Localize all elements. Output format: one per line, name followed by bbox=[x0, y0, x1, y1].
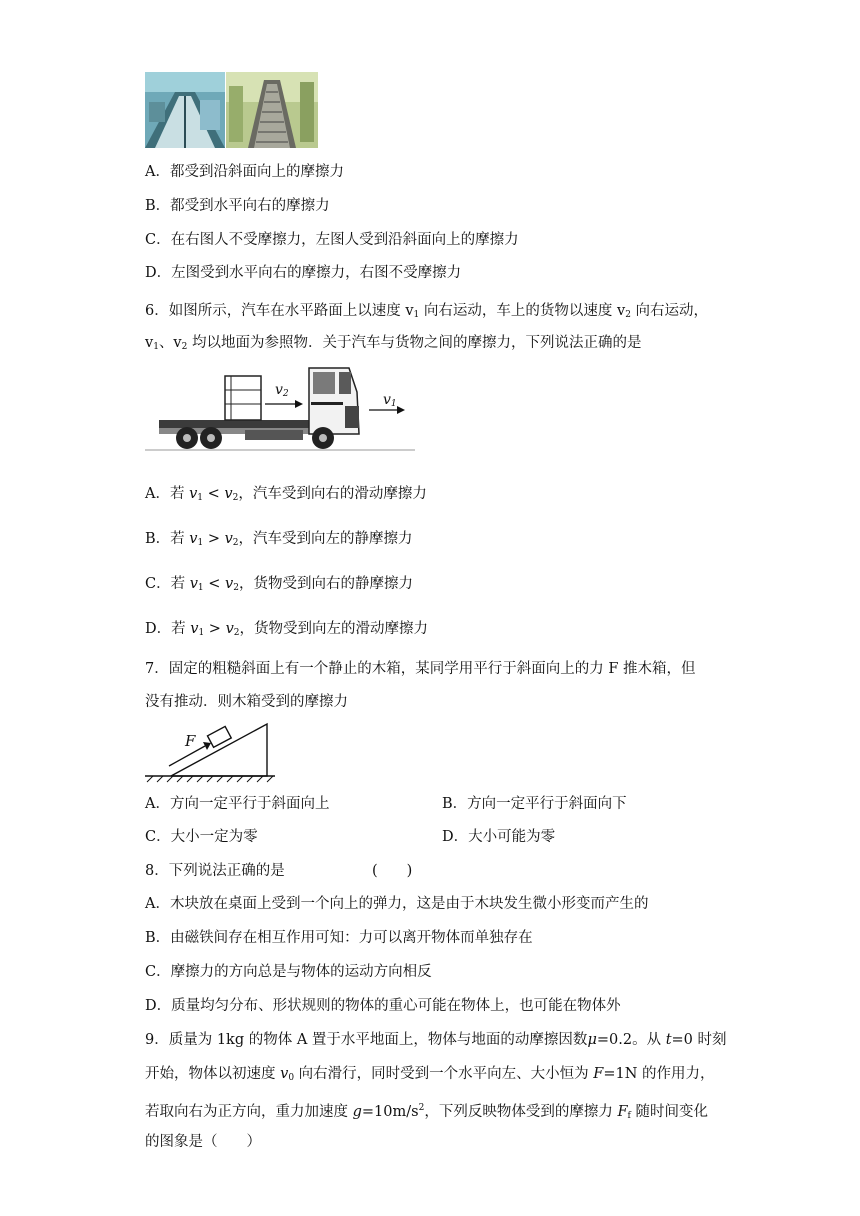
v2-label: $v_2$ bbox=[275, 382, 289, 399]
q7-option-b: B．方向一定平行于斜面向下 bbox=[442, 796, 627, 812]
q5-option-b: B．都受到水平向右的摩擦力 bbox=[145, 198, 330, 214]
q8-option-d: D．质量均匀分布、形状规则的物体的重心可能在物体上，也可能在物体外 bbox=[145, 998, 621, 1014]
truck-figure bbox=[145, 362, 415, 462]
q9-stem-line1: 9．质量为 1kg 的物体 A 置于水平地面上，物体与地面的动摩擦因数μ=0.2。从 t=0 时刻 bbox=[145, 1032, 727, 1048]
q6-option-c: C．若 $v_1 < v_2$，货物受到向右的静摩擦力 bbox=[145, 576, 413, 593]
q7-option-a: A．方向一定平行于斜面向上 bbox=[145, 796, 330, 812]
q5-option-c: C．在右图人不受摩擦力，左图人受到沿斜面向上的摩擦力 bbox=[145, 232, 519, 248]
q7-option-c: C．大小一定为零 bbox=[145, 829, 258, 845]
q7-stem-line1: 7．固定的粗糙斜面上有一个静止的木箱，某同学用平行于斜面向上的力 F 推木箱，但 bbox=[145, 661, 696, 677]
q9-stem-line2: 开始，物体以初速度 $v_0$ 向右滑行，同时受到一个水平向左、大小恒为 F=1N 的作用力， bbox=[145, 1066, 715, 1083]
q9-stem-line4: 的图象是（ ） bbox=[145, 1134, 261, 1150]
escalator-photo-right bbox=[226, 72, 318, 148]
q9-stem-line3: 若取向右为正方向，重力加速度 $g=10m/s^2$，下列反映物体受到的摩擦力 $F_f$ 随时间变化 bbox=[145, 1103, 708, 1121]
q8-answer-paren: ( ) bbox=[372, 863, 413, 879]
escalator-photo-left bbox=[145, 72, 225, 148]
q6-stem-line2: $v_1$、$v_2$ 均以地面为参照物．关于汽车与货物之间的摩擦力，下列说法正确的是 bbox=[145, 335, 642, 352]
q7-stem-line2: 没有推动．则木箱受到的摩擦力 bbox=[145, 694, 348, 710]
q8-option-a: A．木块放在桌面上受到一个向上的弹力，这是由于木块发生微小形变而产生的 bbox=[145, 896, 649, 912]
q8-option-c: C．摩擦力的方向总是与物体的运动方向相反 bbox=[145, 964, 432, 980]
q6-option-d: D．若 $v_1 > v_2$，货物受到向左的滑动摩擦力 bbox=[145, 621, 428, 638]
q5-option-d: D．左图受到水平向右的摩擦力，右图不受摩擦力 bbox=[145, 265, 462, 281]
q7-option-d: D．大小可能为零 bbox=[442, 829, 556, 845]
incline-figure bbox=[145, 718, 275, 784]
q8-stem: 8．下列说法正确的是 bbox=[145, 863, 285, 879]
q6-stem-line1: 6．如图所示，汽车在水平路面上以速度 $v_1$ 向右运动，车上的货物以速度 $v_2$ 向右运动， bbox=[145, 303, 709, 320]
v1-label: $v_1$ bbox=[383, 392, 397, 409]
q6-option-a: A．若 $v_1 < v_2$，汽车受到向右的滑动摩擦力 bbox=[145, 486, 427, 503]
force-label: F bbox=[185, 732, 196, 750]
q6-option-b: B．若 $v_1 > v_2$，汽车受到向左的静摩擦力 bbox=[145, 531, 413, 548]
q8-option-b: B．由磁铁间存在相互作用可知：力可以离开物体而单独存在 bbox=[145, 930, 533, 946]
q5-option-a: A．都受到沿斜面向上的摩擦力 bbox=[145, 164, 344, 180]
